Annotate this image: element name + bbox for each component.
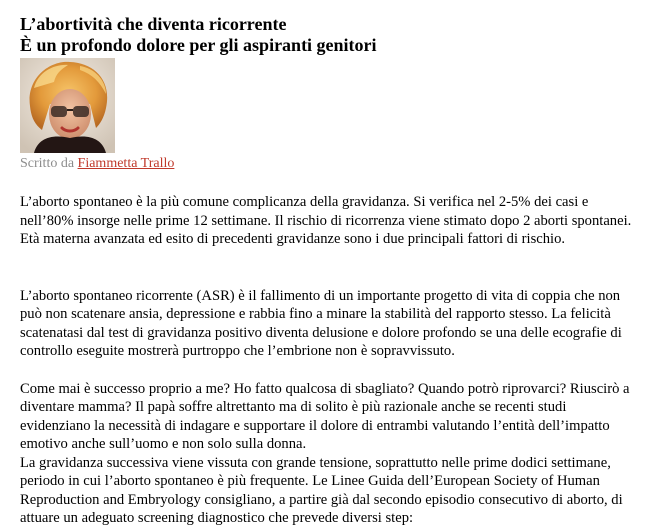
article-subtitle: È un profondo dolore per gli aspiranti genitori xyxy=(20,35,377,55)
byline-prefix: Scritto da xyxy=(20,156,78,171)
article xyxy=(20,14,640,528)
author-photo xyxy=(20,58,115,153)
byline xyxy=(20,155,640,173)
paragraph: Come mai è successo proprio a me? Ho fatto qualcosa di sbagliato? Quando potrò riprovarci? Riuscirò a diventare mamma? Il papà soffre altrettanto ma di solito è più razionale anche se recenti studi evidenziano la necessità di indagare e supportare il dolore di entrambi valutando l’entità dell’impatto emotivo anche sull’uomo e non solo sulla donna. xyxy=(20,380,630,452)
article-title: L’abortività che diventa ricorrente xyxy=(20,14,287,34)
paragraph: L’aborto spontaneo è la più comune complicanza della gravidanza. Si verifica nel 2-5% dei casi e nell’80% insorge nelle prime 12 settimane. Il rischio di ricorrenza viene stimato dopo 2 aborti spontanei. Età materna avanzata ed esito di precedenti gravidanze sono i due principali fattori di rischio. xyxy=(20,194,632,247)
author-link[interactable]: Fiammetta Trallo xyxy=(77,156,175,171)
paragraph: La gravidanza successiva viene vissuta con grande tensione, soprattutto nelle prime dodici settimane, periodo in cui l’aborto spontaneo è più frequente. Le Linee Guida dell’European Society of Human Reproduction and Embryology consigliano, a partire già dal secondo episodio consecutivo di aborto, di attuare un adeguato screening diagnostico che prevede diversi step: xyxy=(20,454,623,526)
paragraph: L’aborto spontaneo ricorrente (ASR) è il fallimento di un importante progetto di vita di coppia che non può non scatenare ansia, depressione e rabbia fino a minare la stabilità del rapporto stesso. La felicità scatenatasi dal test di gravidanza positivo diventa delusione e dolore profondo se una delle ecografie di controllo eseguite mostrerà purtroppo che l’embrione non è sopravvissuto. xyxy=(20,287,622,359)
